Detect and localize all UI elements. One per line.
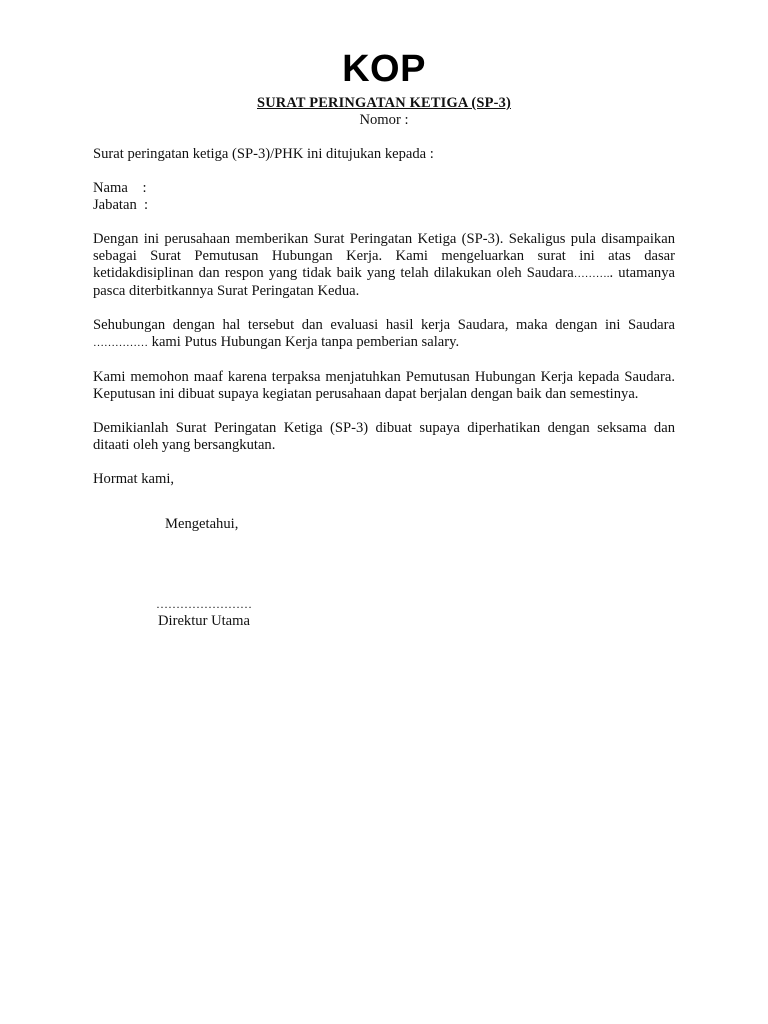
letter-number: Nomor :: [359, 112, 409, 128]
acknowledged-label: Mengetahui,: [165, 516, 239, 532]
paragraph-1-text: Dengan ini perusahaan memberikan Surat Peringatan Ketiga (SP-3). Sekaligus pula disampaikan sebagai Surat Pemutusan Hubungan Kerja. Kami mengeluarkan surat ini atas dasar ketidakdisiplinan dan respon yang tidak baik yang telah dilakukan oleh Saudara: [93, 231, 675, 281]
paragraph-2-dots: ……………: [93, 337, 148, 349]
letter-body: [93, 95, 675, 488]
paragraph-2-tail: kami Putus Hubungan Kerja tanpa pemberian salary.: [148, 334, 460, 350]
paragraph-2-text: Sehubungan dengan hal tersebut dan evaluasi hasil kerja Saudara, maka dengan ini Saudara: [93, 317, 675, 333]
recipient-fields: [93, 180, 675, 214]
paragraph-2: [93, 317, 675, 352]
paragraph-1: [93, 231, 675, 300]
paragraph-3: Kami memohon maaf karena terpaksa menjatuhkan Pemutusan Hubungan Kerja kepada Saudara. Keputusan ini dibuat supaya kegiatan perusahaan dapat berjalan dengan baik dan semestinya.: [93, 369, 675, 402]
paragraph-4: Demikianlah Surat Peringatan Ketiga (SP-3) dibuat supaya diperhatikan dengan seksama dan ditaati oleh yang bersangkutan.: [93, 420, 675, 453]
signature-block: [141, 596, 267, 630]
closing-hormat: Hormat kami,: [93, 471, 175, 487]
letterhead-kop: KOP: [342, 48, 426, 90]
field-jabatan: Jabatan :: [93, 197, 149, 213]
signer-title: Direktur Utama: [158, 613, 250, 629]
field-nama: Nama :: [93, 180, 147, 196]
paragraph-1-tail: . utamanya pasca diterbitkannya Surat Peringatan Kedua.: [93, 265, 675, 299]
letter-title: SURAT PERINGATAN KETIGA (SP-3): [257, 95, 511, 111]
intro-text: Surat peringatan ketiga (SP-3)/PHK ini ditujukan kepada :: [93, 146, 434, 162]
paragraph-1-dots: ……….: [573, 268, 610, 280]
signature-line: ……………………: [156, 597, 252, 611]
